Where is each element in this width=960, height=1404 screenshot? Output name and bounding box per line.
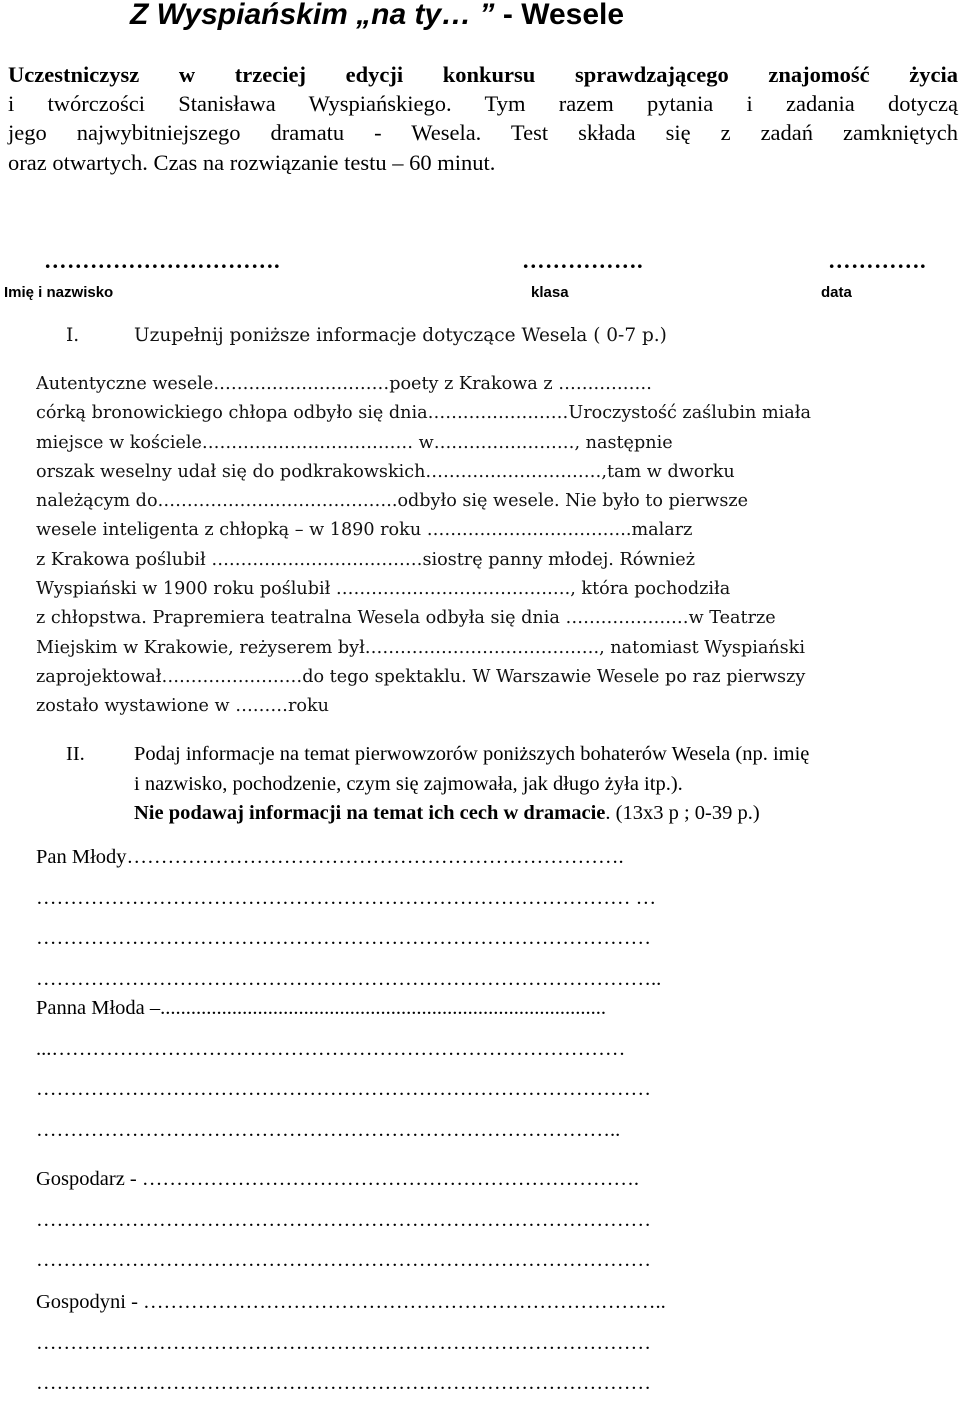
answer-block-gospodyni — [36, 1282, 960, 1404]
section-1-text — [36, 370, 960, 722]
answer-line[interactable]: ……………………………………………………………………………… — [36, 927, 651, 949]
section-2-line: Podaj informacje na temat pierwowzorów poniższych bohaterów Wesela (np. imię — [134, 743, 810, 765]
answer-line[interactable]: Gospodarz - ………………………………………………………………. — [36, 1168, 640, 1190]
fill-in-line[interactable]: miejsce w kościele……………………………… w……………………, następnie — [36, 432, 673, 453]
answer-line[interactable]: ...………………………………………………………………………… — [36, 1037, 626, 1060]
name-label: Imię i nazwisko — [4, 284, 114, 301]
answer-line[interactable]: Panna Młoda –....................................................................................... — [36, 997, 606, 1019]
fill-in-line[interactable]: z Krakowa poślubił ………………………………siostrę panny młodej. Również — [36, 549, 695, 570]
answer-line[interactable]: ……………………………………………………………………………….. — [36, 967, 662, 990]
answer-line[interactable]: ……………………………………………………………………………… — [36, 1331, 651, 1354]
fill-in-line[interactable]: Miejskim w Krakowie, reżyserem był…………………………………., natomiast Wyspiański — [36, 637, 805, 658]
fill-in-line[interactable]: należącym do…………………………………..odbyło się wesele. Nie było to pierwsze — [36, 491, 749, 512]
answer-line[interactable]: ………………………………………………………………………….. — [36, 1118, 621, 1141]
date-label: data — [821, 284, 852, 301]
answer-line[interactable]: ……………………………………………………………………………… — [36, 1249, 651, 1271]
answer-line[interactable]: ……………………………………………………………………………… — [36, 1208, 651, 1231]
fill-in-line[interactable]: Autentyczne wesele…………………………poety z Krakowa z ……………. — [36, 374, 652, 394]
page-title — [130, 0, 624, 32]
section-2-number: II. — [66, 743, 85, 765]
answer-line[interactable]: Gospodyni - ………………………………………………………………….. — [36, 1291, 666, 1313]
fill-in-line[interactable]: Wyspiański w 1900 roku poślubił …………………………………., która pochodziła — [36, 579, 731, 600]
date-field[interactable]: …………. — [828, 248, 927, 273]
fill-in-line[interactable]: z chłopstwa. Prapremiera teatralna Wesela odbyła się dnia …………………w Teatrze — [36, 608, 776, 629]
title-italic: Z Wyspiańskim „na ty… ” — [130, 0, 495, 31]
title-rest: - Wesele — [494, 0, 625, 31]
fill-in-line[interactable]: orszak weselny udał się do podkrakowskich…………………………,tam w dworku — [36, 461, 735, 482]
fill-in-line[interactable]: zaprojektował……………………do tego spektaklu. W Warszawie Wesele po raz pierwszy — [36, 666, 806, 687]
section-1-title: Uzupełnij poniższe informacje dotyczące Wesela ( 0-7 p.) — [134, 325, 667, 346]
name-field[interactable]: …………………………. — [44, 248, 281, 273]
class-label: klasa — [531, 284, 569, 301]
section-2-instructions — [134, 740, 924, 829]
answer-line[interactable]: Pan Młody………………………………………………………………. — [36, 846, 624, 868]
answer-block-gospodarz — [36, 1159, 960, 1281]
answer-line[interactable]: ……………………………………………………………………………… — [36, 1372, 651, 1394]
section-2-points: . (13x3 p ; 0-39 p.) — [605, 802, 760, 824]
answer-line[interactable]: ……………………………………………………………………………… — [36, 1078, 651, 1100]
section-2-bold-note: Nie podawaj informacji na temat ich cech w dramacie — [134, 802, 606, 824]
intro-line: i twórczości Stanisława Wyspiańskiego. Tym razem pytania i zadania dotyczą — [8, 91, 958, 117]
section-1-heading — [66, 325, 946, 353]
section-1-number: I. — [66, 325, 80, 346]
fill-in-line[interactable]: wesele inteligenta z chłopką – w 1890 roku ……………………………..malarz — [36, 520, 693, 541]
intro-line: oraz otwartych. Czas na rozwiązanie testu – 60 minut. — [8, 149, 496, 175]
intro-paragraph — [8, 60, 958, 177]
class-field[interactable]: ……………. — [522, 248, 644, 273]
section-2-line: i nazwisko, pochodzenie, czym się zajmowała, jak długo żyła itp.). — [134, 772, 683, 795]
fill-in-line[interactable]: zostało wystawione w ………roku — [36, 696, 329, 717]
fill-in-line[interactable]: córką bronowickiego chłopa odbyło się dnia……………………Uroczystość zaślubin miała — [36, 403, 811, 424]
answer-block-pan-mlody — [36, 837, 960, 999]
answer-block-panna-mloda — [36, 988, 960, 1150]
intro-line: Uczestniczysz w trzeciej edycji konkursu sprawdzającego znajomość życia — [8, 62, 958, 87]
intro-line: jego najwybitniejszego dramatu - Wesela. Test składa się z zadań zamkniętych — [8, 120, 958, 146]
answer-line[interactable]: …………………………………………………………………………… … — [36, 886, 657, 909]
